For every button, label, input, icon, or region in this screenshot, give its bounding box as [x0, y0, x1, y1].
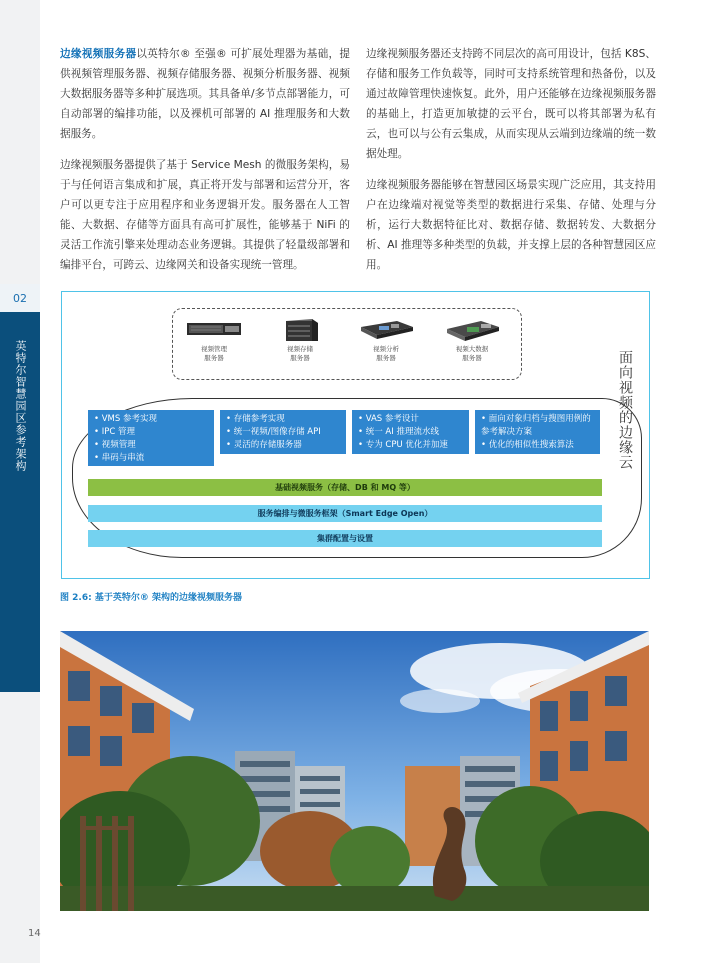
- feature-line: • VMS 参考实现: [94, 414, 157, 424]
- figure-caption: [60, 590, 242, 603]
- right-paragraph-2: 边缘视频服务器能够在智慧园区场景实现广泛应用，其支持用户在边缘端对视觉等类型的数据进行采集、存储、处理与分析，运行大数据特征比对、数据存储、数据转发、大数据分析、AI 推理等多种类型的负载，并支撑上层的各种智慧园区应用。: [366, 179, 656, 271]
- server-label-line2: 服务器: [204, 354, 224, 362]
- server-video-storage: [265, 317, 335, 363]
- server-label-line2: 服务器: [290, 354, 310, 362]
- page-number: 14: [28, 928, 41, 939]
- server-group: [172, 308, 522, 380]
- blade-server-icon: [351, 317, 421, 341]
- storage-server-icon: [265, 317, 335, 341]
- left-paragraph-1: [60, 44, 350, 144]
- left-paragraph-1-text: 以英特尔® 至强® 可扩展处理器为基础，提供视频管理服务器、视频存储服务器、视频分析服务器、视频大数据服务器等多种扩展选项。其具备单/多节点部署能力，可自动部署的编排功能，以及裸机可部署的 AI 推理服务和大数据服务。: [60, 48, 351, 140]
- feature-box-search: [475, 410, 600, 454]
- server-video-analysis: [351, 317, 421, 363]
- feature-line: • 面向对象归档与搜图用例的: [481, 414, 591, 424]
- feature-line: 参考解决方案: [481, 427, 533, 437]
- feature-box-vas: [352, 410, 469, 454]
- sidebar-top: [0, 0, 40, 284]
- feature-line: • 统一 AI 推理流水线: [358, 427, 439, 437]
- feature-line: • VAS 参考设计: [358, 414, 419, 424]
- figure-number: 图 2.6:: [60, 593, 92, 603]
- cluster-config-bar: 集群配置与设置: [88, 530, 602, 547]
- highlight-term: 边缘视频服务器: [60, 48, 137, 60]
- left-column: [60, 44, 350, 286]
- server-video-management: [179, 317, 249, 363]
- right-paragraph-1: 边缘视频服务器还支持跨不同层次的高可用设计，包括 K8S、存储和服务工作负载等，同时可支持系统管理和热备份，以及通过故障管理快速恢复。此外，用户还能够在边缘视频服务器的基础上，打造更加敏捷的云平台，既可以将其部署为私有云，也可以与公有云集成，从而实现从云端到边缘端的统一数据处理。: [366, 48, 656, 160]
- campus-photo: [60, 631, 649, 911]
- feature-line: • 视频管理: [94, 440, 136, 450]
- basic-video-services-bar: 基础视频服务（存储、DB 和 MQ 等）: [88, 479, 602, 496]
- chapter-number: 02: [0, 284, 40, 312]
- server-label-line1: 视频存储: [287, 345, 313, 353]
- feature-line: • IPC 管理: [94, 427, 135, 437]
- bigdata-server-icon: [437, 317, 507, 341]
- server-label-line2: 服务器: [462, 354, 482, 362]
- architecture-diagram: [61, 291, 650, 579]
- orchestration-bar: 服务编排与微服务框架（Smart Edge Open）: [88, 505, 602, 522]
- feature-line: • 专为 CPU 优化并加速: [358, 440, 448, 450]
- left-paragraph-2: 边缘视频服务器提供了基于 Service Mesh 的微服务架构，易于与任何语言集成和扩展，真正将开发与部署和运营分开，客户可以更专注于应用程序和业务逻辑开发。服务器在人工智能、大数据、存储等方面具有高可扩展性，能够基于 NiFi 的灵活工作流引擎来处理动态业务逻辑。其提供了轻量级部署和编排平台，可跨云、边缘网关和设备实现统一管理。: [60, 159, 350, 271]
- feature-line: • 串码与串流: [94, 453, 145, 463]
- chapter-title: 英特尔智慧园区参考架构: [14, 340, 27, 472]
- sidebar-bottom: [0, 692, 40, 963]
- server-label-line2: 服务器: [376, 354, 396, 362]
- server-label-line1: 视频管理: [201, 345, 227, 353]
- feature-line: • 灵活的存储服务器: [226, 440, 302, 450]
- edge-cloud-label: 面向视频的边缘云: [617, 350, 633, 470]
- figure-title: 基于英特尔® 架构的边缘视频服务器: [94, 593, 242, 603]
- feature-box-storage: [220, 410, 346, 454]
- server-video-bigdata: [437, 317, 507, 363]
- rack-server-icon: [179, 317, 249, 341]
- feature-line: • 存储参考实现: [226, 414, 285, 424]
- server-label-line1: 视频大数据: [455, 345, 489, 353]
- server-label-line1: 视频分析: [373, 345, 399, 353]
- feature-line: • 优化的相似性搜索算法: [481, 440, 574, 450]
- feature-line: • 统一视频/图像存储 API: [226, 427, 321, 437]
- feature-box-vms: [88, 410, 214, 466]
- right-column: [366, 44, 656, 286]
